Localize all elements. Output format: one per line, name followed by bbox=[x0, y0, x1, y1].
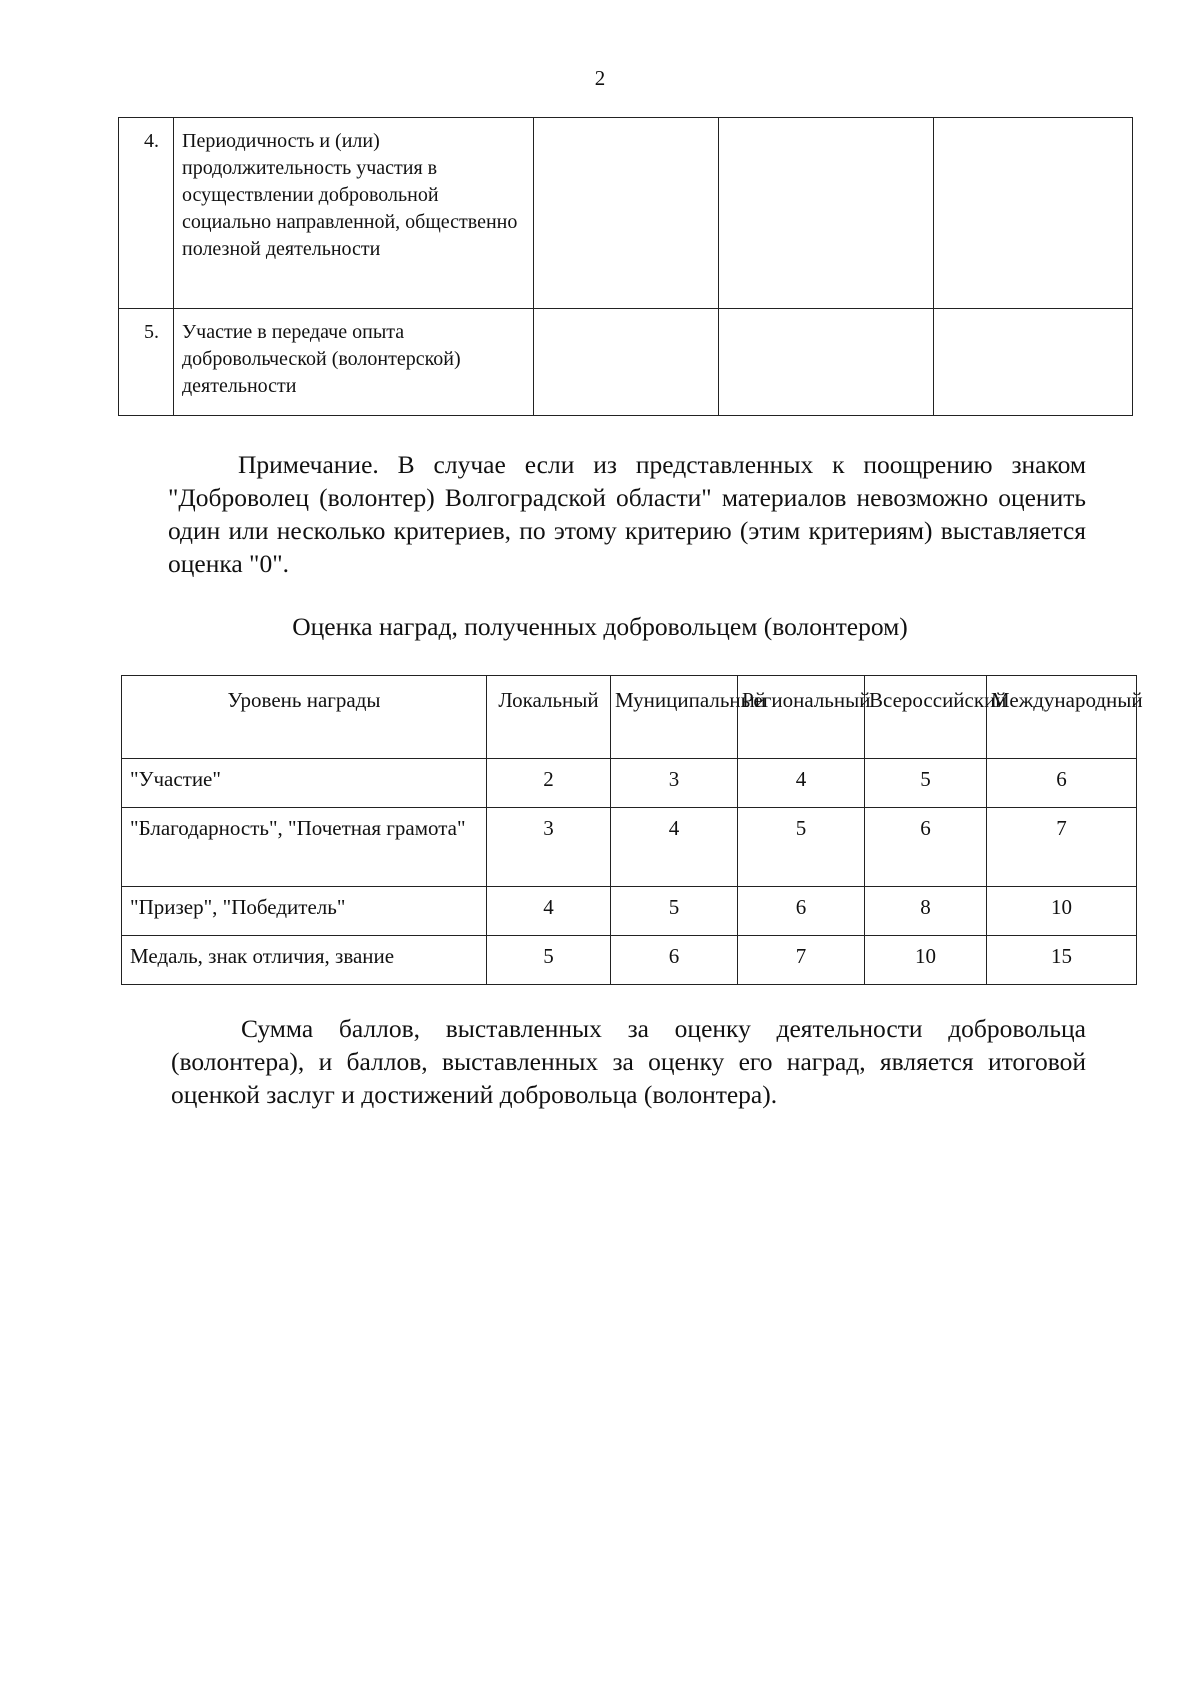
score-cell: 7 bbox=[987, 808, 1137, 887]
score-cell: 4 bbox=[487, 887, 611, 936]
criterion-text: Участие в передаче опыта добровольческой (волонтерской) деятельности bbox=[174, 309, 534, 416]
table-row bbox=[122, 887, 1137, 936]
summary-paragraph: Сумма баллов, выставленных за оценку деятельности добровольца (волонтера), и баллов, выставленных за оценку его наград, является итоговой оценкой заслуг и достижений добровольца (волонтера). bbox=[171, 1014, 1086, 1109]
criteria-table bbox=[118, 117, 1133, 416]
score-cell: 10 bbox=[987, 887, 1137, 936]
score-cell: 10 bbox=[865, 936, 987, 985]
score-cell: 6 bbox=[738, 887, 865, 936]
criterion-cell bbox=[534, 118, 719, 309]
score-cell: 4 bbox=[611, 808, 738, 887]
score-cell: 5 bbox=[738, 808, 865, 887]
award-label: "Участие" bbox=[122, 759, 487, 808]
score-cell: 8 bbox=[865, 887, 987, 936]
awards-table bbox=[121, 675, 1143, 985]
criterion-cell bbox=[934, 118, 1133, 309]
table-row bbox=[122, 936, 1137, 985]
score-cell: 2 bbox=[487, 759, 611, 808]
score-cell: 5 bbox=[611, 887, 738, 936]
header-municipal: Муниципальный bbox=[611, 676, 738, 759]
table-row bbox=[119, 309, 1133, 416]
header-all-russian: Всероссийский bbox=[865, 676, 987, 759]
score-cell: 6 bbox=[865, 808, 987, 887]
table-row bbox=[122, 759, 1137, 808]
awards-title: Оценка наград, полученных добровольцем (волонтером) bbox=[292, 612, 908, 641]
criterion-text: Периодичность и (или) продолжительность участия в осуществлении добровольной социально направленной, общественно полезной деятельности bbox=[174, 118, 534, 309]
header-local: Локальный bbox=[487, 676, 611, 759]
score-cell: 7 bbox=[738, 936, 865, 985]
table-header-row bbox=[122, 676, 1137, 759]
score-cell: 3 bbox=[611, 759, 738, 808]
table-row bbox=[119, 118, 1133, 309]
header-regional: Региональный bbox=[738, 676, 865, 759]
award-label: "Призер", "Победитель" bbox=[122, 887, 487, 936]
criterion-number: 4. bbox=[119, 118, 174, 309]
header-award-level: Уровень награды bbox=[122, 676, 487, 759]
criterion-cell bbox=[719, 309, 934, 416]
criterion-cell bbox=[719, 118, 934, 309]
award-label: Медаль, знак отличия, звание bbox=[122, 936, 487, 985]
score-cell: 4 bbox=[738, 759, 865, 808]
score-cell: 15 bbox=[987, 936, 1137, 985]
header-international: Международный bbox=[987, 676, 1137, 759]
page-number: 2 bbox=[594, 66, 606, 90]
score-cell: 5 bbox=[865, 759, 987, 808]
table-row bbox=[122, 808, 1137, 887]
score-cell: 6 bbox=[987, 759, 1137, 808]
criterion-cell bbox=[534, 309, 719, 416]
award-label: "Благодарность", "Почетная грамота" bbox=[122, 808, 487, 887]
score-cell: 6 bbox=[611, 936, 738, 985]
criterion-number: 5. bbox=[119, 309, 174, 416]
note-paragraph: Примечание. В случае если из представленных к поощрению знаком "Доброволец (волонтер) Волгоградской области" материалов невозможно оценить один или несколько критериев, по этому критерию (этим критериям) выставляется оценка "0". bbox=[168, 450, 1086, 578]
score-cell: 5 bbox=[487, 936, 611, 985]
score-cell: 3 bbox=[487, 808, 611, 887]
criterion-cell bbox=[934, 309, 1133, 416]
